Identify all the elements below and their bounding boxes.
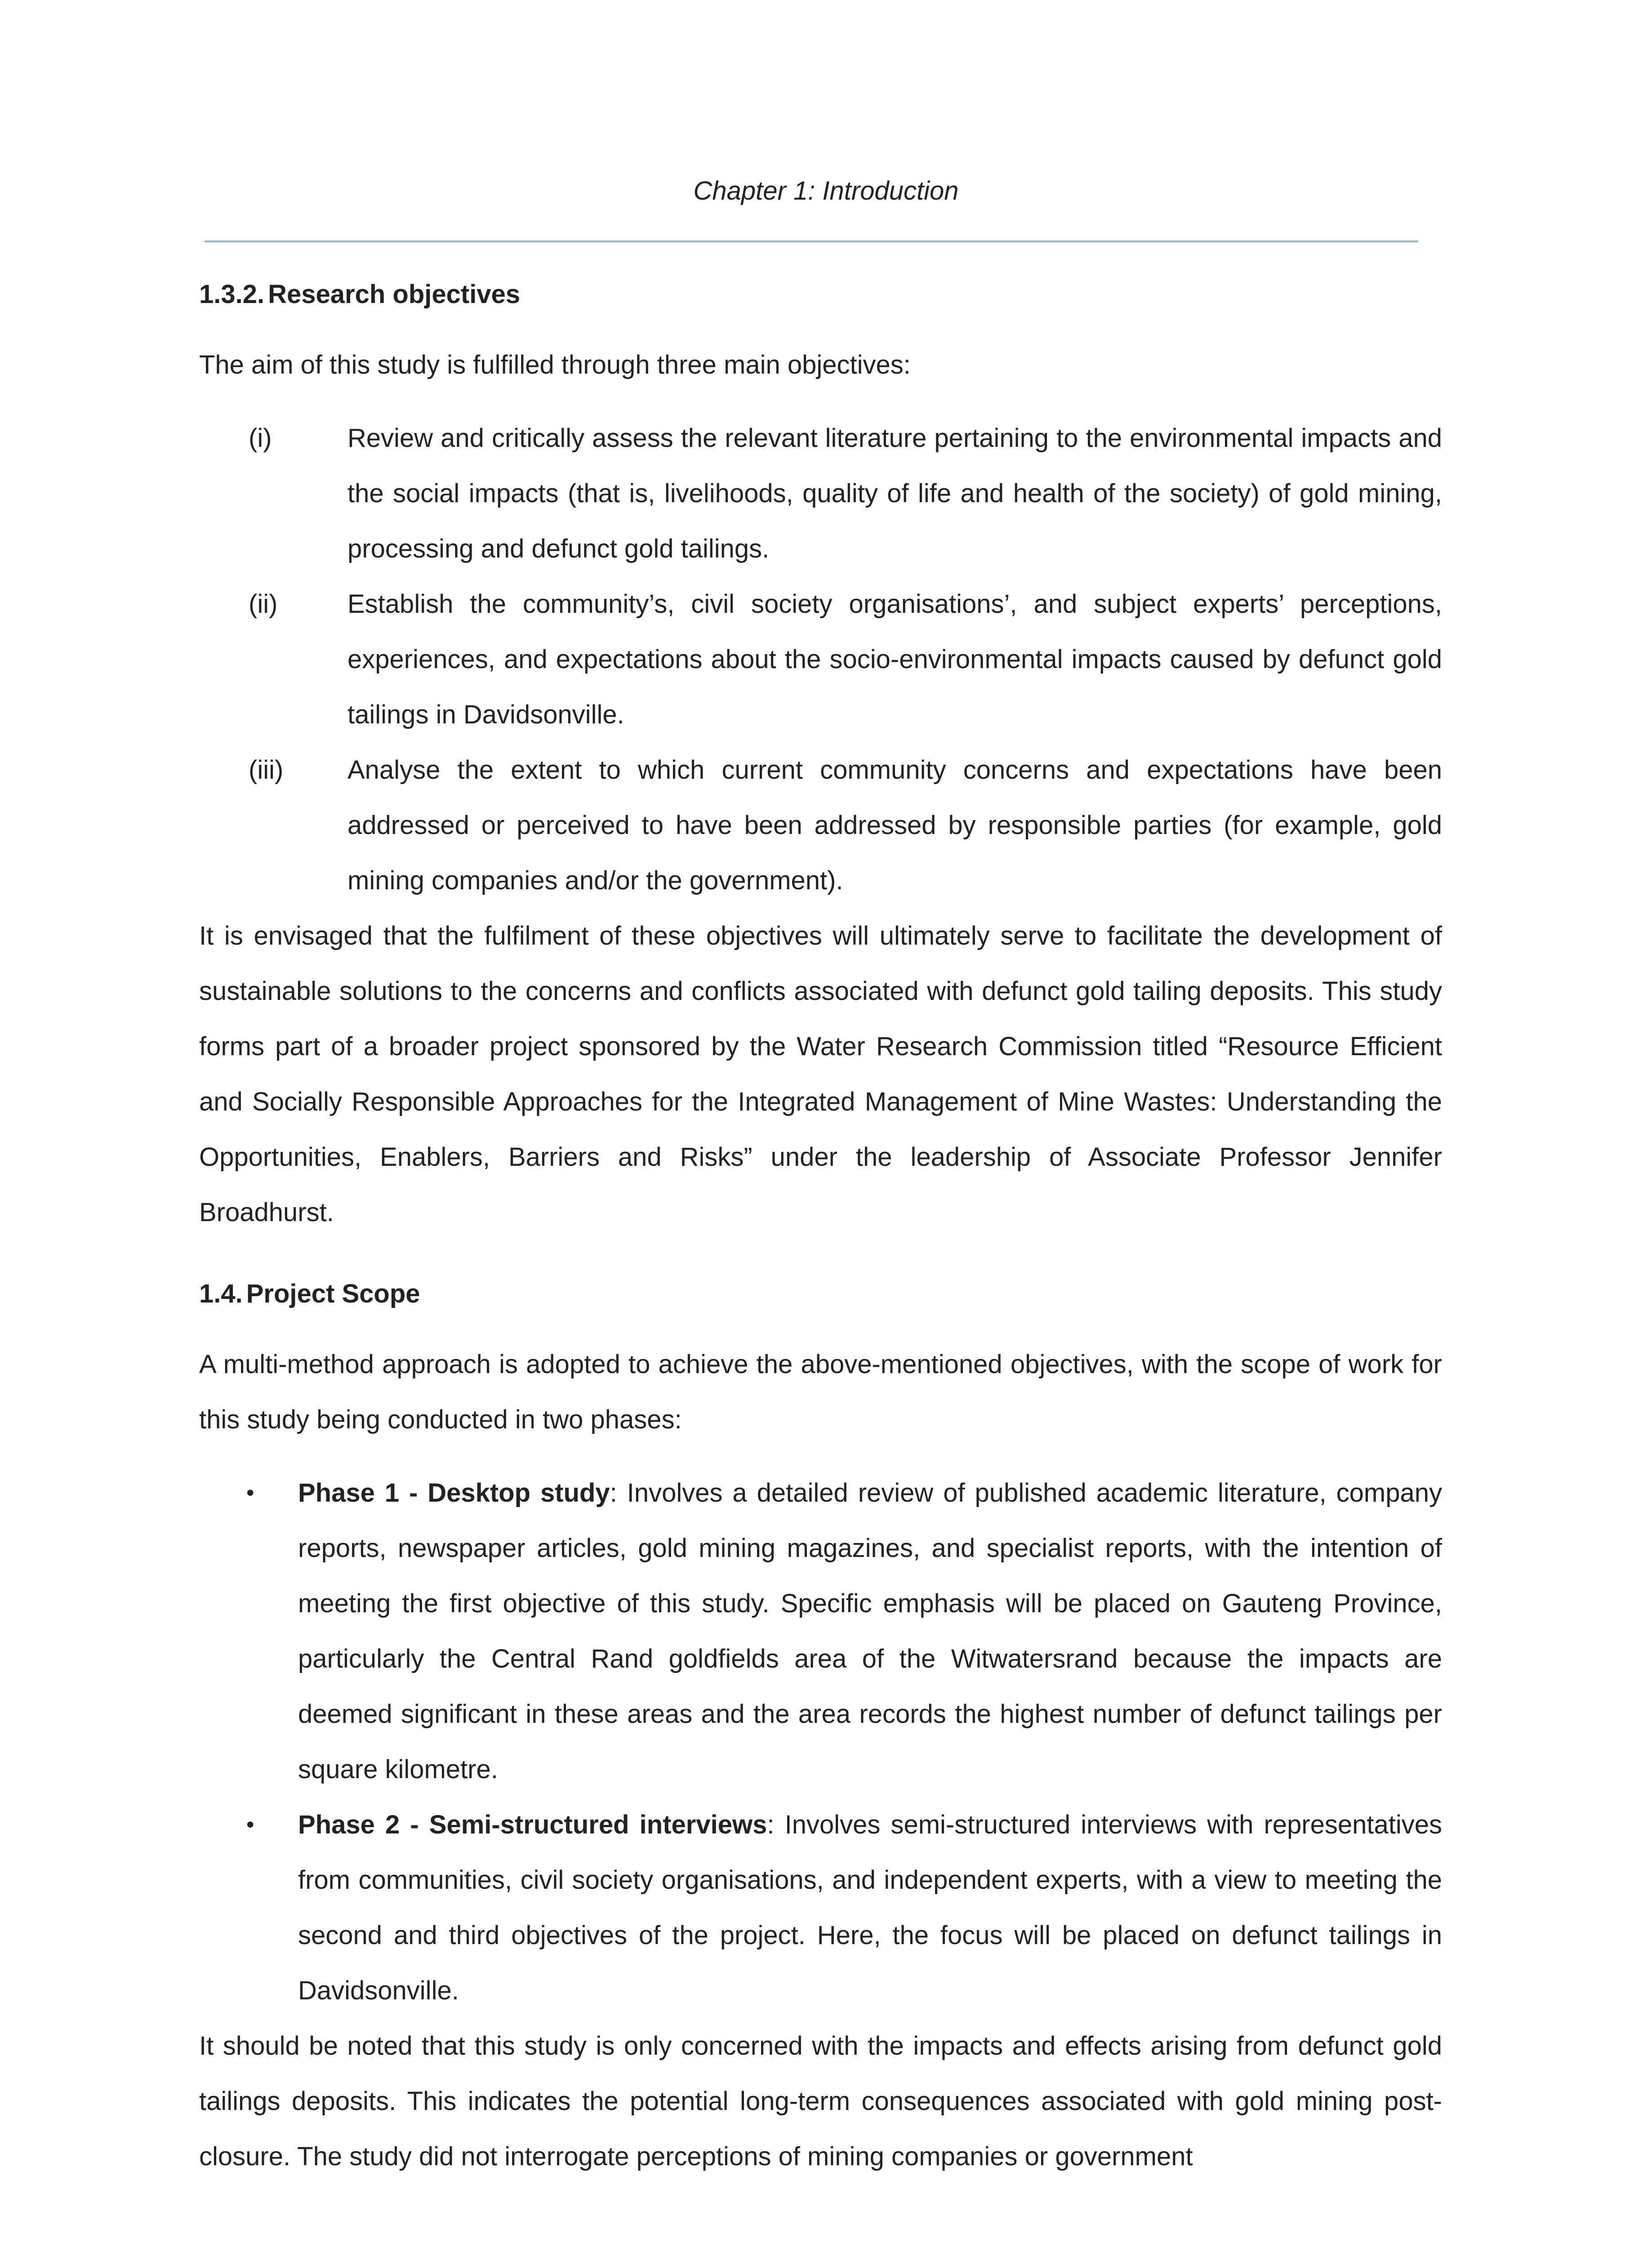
objectives-list	[199, 410, 1442, 908]
phase-description: : Involves semi-structured interviews with representatives from communities, civil society organisations, and independent experts, with a view to meeting the second and third objectives of the project. Here, the focus will be placed on defunct tailings in Davidsonville.	[298, 1810, 1442, 2005]
list-item	[199, 1465, 1442, 1797]
list-marker: (iii)	[249, 755, 284, 785]
phases-list	[199, 1465, 1442, 2018]
list-item	[199, 410, 1442, 576]
section-number: 1.4.	[199, 1279, 243, 1308]
list-item	[199, 576, 1442, 742]
header-divider	[205, 241, 1418, 242]
list-item	[199, 742, 1442, 908]
phase-label: Phase 2 - Semi-structured interviews	[298, 1810, 767, 1839]
scope-closing-paragraph: It should be noted that this study is only concerned with the impacts and effects arising from defunct gold tailings deposits. This indicates the potential long-term consequences associated with gold mining post-closure. The study did not interrogate perceptions of mining companies or government	[199, 2031, 1442, 2171]
running-header: Chapter 1: Introduction	[693, 176, 959, 205]
bullet-icon: •	[246, 1812, 254, 1837]
phase-description: : Involves a detailed review of published academic literature, company reports, newspaper articles, gold mining magazines, and specialist reports, with the intention of meeting the first objective of this study. Specific emphasis will be placed on Gauteng Province, particularly the Central Rand goldfields area of the Witwatersrand because the impacts are deemed significant in these areas and the area records the highest number of defunct tailings per square kilometre.	[298, 1478, 1442, 1784]
objective-text: Establish the community’s, civil society organisations’, and subject experts’ perceptions, experiences, and expectations about the socio-environmental impacts caused by defunct gold tailings in Davidsonville.	[347, 589, 1442, 729]
spacer	[199, 393, 1442, 410]
scope-intro-paragraph: A multi-method approach is adopted to achieve the above-mentioned objectives, with the scope of work for this study being conducted in two phases:	[199, 1350, 1442, 1434]
objective-text: Analyse the extent to which current community concerns and expectations have been addressed or perceived to have been addressed by responsible parties (for example, gold mining companies and/or the government).	[347, 755, 1442, 895]
objectives-closing-paragraph: It is envisaged that the fulfilment of these objectives will ultimately serve to facilitate the development of sustainable solutions to the concerns and conflicts associated with defunct gold tailing deposits. This study forms part of a broader project sponsored by the Water Research Commission titled “Resource Efficient and Socially Responsible Approaches for the Integrated Management of Mine Wastes: Understanding the Opportunities, Enablers, Barriers and Risks” under the leadership of Associate Professor Jennifer Broadhurst.	[199, 921, 1442, 1227]
phase-text	[298, 1465, 1442, 1797]
list-marker: (ii)	[249, 589, 278, 619]
section-title: Research objectives	[268, 280, 521, 309]
objectives-intro: The aim of this study is fulfilled through three main objectives:	[199, 350, 911, 379]
section-title: Project Scope	[246, 1279, 420, 1308]
phase-label: Phase 1 - Desktop study	[298, 1478, 610, 1508]
bullet-icon: •	[246, 1480, 254, 1505]
section-heading-research-objectives	[199, 274, 1442, 315]
list-marker: (i)	[249, 424, 272, 453]
objective-text: Review and critically assess the relevant literature pertaining to the environmental impacts and the social impacts (that is, livelihoods, quality of life and health of the society) of gold mining, processing and defunct gold tailings.	[347, 424, 1442, 563]
page-content	[199, 274, 1442, 2184]
spacer	[199, 1240, 1442, 1274]
phase-text	[298, 1797, 1442, 2018]
section-heading-project-scope	[199, 1274, 1442, 1314]
list-item	[199, 1797, 1442, 2018]
section-number: 1.3.2.	[199, 280, 265, 309]
